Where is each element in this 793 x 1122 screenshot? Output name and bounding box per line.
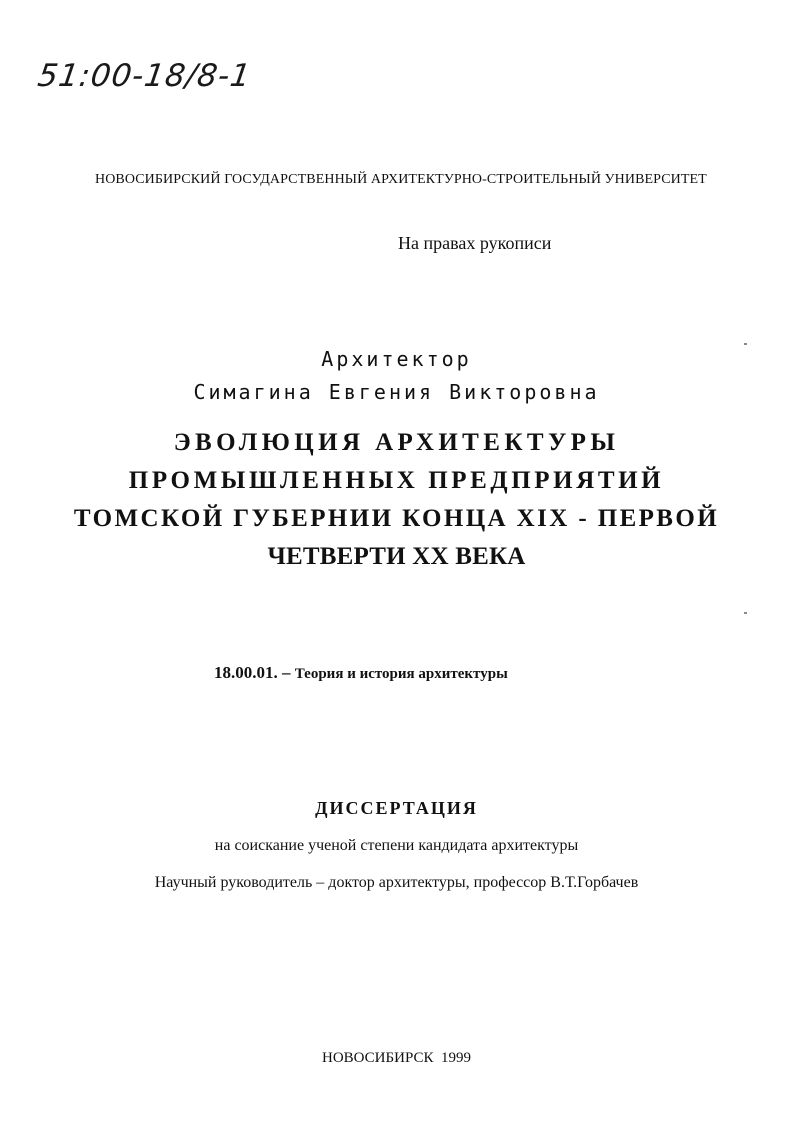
document-type: ДИССЕРТАЦИЯ (315, 798, 478, 818)
handwritten-catalog-code: 51:00-18/8-1 (35, 58, 254, 94)
specialty-code: 18.00.01. – (214, 663, 291, 682)
specialty-name: Теория и история архитектуры (294, 666, 508, 682)
scan-speck (744, 343, 747, 345)
degree-line: на соискание ученой степени кандидата архитектуры (214, 837, 579, 854)
author-title: Архитектор (321, 347, 472, 371)
university-name: НОВОСИБИРСКИЙ ГОСУДАРСТВЕННЫЙ АРХИТЕКТУРНО-СТРОИТЕЛЬНЫЙ УНИВЕРСИТЕТ (95, 172, 707, 187)
thesis-title (0, 424, 793, 576)
supervisor-line: Научный руководитель – доктор архитектуры, профессор В.Т.Горбачев (154, 874, 639, 891)
scan-speck (744, 612, 747, 614)
city-year: НОВОСИБИРСК 1999 (321, 1050, 471, 1066)
thesis-title-line: ТОМСКОЙ ГУБЕРНИИ КОНЦА XIX - ПЕРВОЙ (73, 505, 720, 532)
thesis-title-line: ЭВОЛЮЦИЯ АРХИТЕКТУРЫ (173, 429, 620, 456)
author-name: Симагина Евгения Викторовна (193, 380, 600, 404)
thesis-title-line: ПРОМЫШЛЕННЫХ ПРЕДПРИЯТИЙ (128, 467, 665, 494)
rights-note: На правах рукописи (398, 233, 552, 253)
specialty (214, 663, 508, 683)
thesis-title-line: ЧЕТВЕРТИ XX ВЕКА (267, 543, 526, 570)
